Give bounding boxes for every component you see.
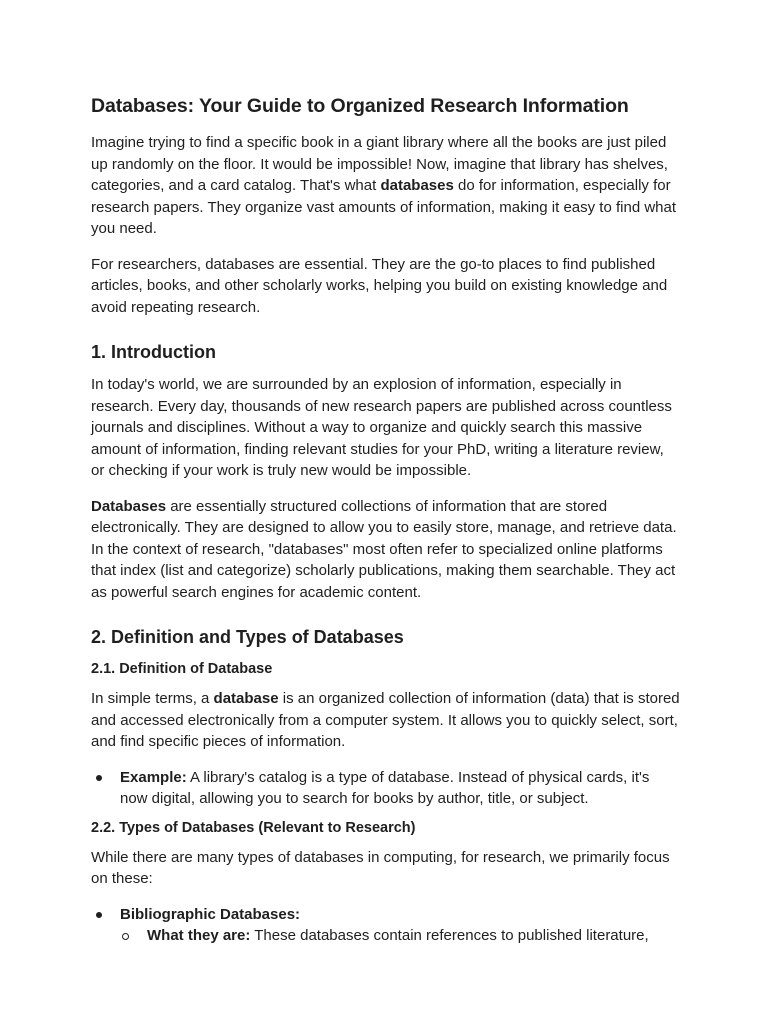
list-item-bibliographic <box>91 904 681 926</box>
section-1-paragraph-2 <box>91 496 681 604</box>
section-1-paragraph-2-text: are essentially structured collections of information that are stored electronically. They are designed to allow you to easily store, manage, and retrieve data. In the context of research, "databases" most often refer to specialized online platforms that index (list and categorize) scholarly publications, making them searchable. They act as powerful search engines for academic content. <box>91 497 677 601</box>
definition-bold-database: database <box>213 690 279 707</box>
example-list <box>91 767 681 810</box>
example-label: Example: <box>120 768 187 786</box>
document-title: Databases: Your Guide to Organized Research Information <box>91 95 629 117</box>
intro-text-b: do for information, especially for research papers. They organize vast amounts of information, making it easy to find what you need. <box>91 177 677 237</box>
intro-text-a: Imagine trying to find a specific book in a giant library where all the books are just piled up randomly on the floor. It would be impossible! Now, imagine that library has shelves, categories, and a card catalog. That's what <box>91 134 668 194</box>
intro-paragraph-1 <box>91 132 681 240</box>
definition-text-a: In simple terms, a <box>91 690 214 707</box>
types-list <box>91 904 681 947</box>
section-1-bold-databases: Databases <box>91 497 167 515</box>
example-text: A library's catalog is a type of database. Instead of physical cards, it's now digital, allowing you to search for books by author, title, or subject. <box>120 768 650 807</box>
section-1-paragraph-1: In today's world, we are surrounded by an explosion of information, especially in research. Every day, thousands of new research papers are published across countless journals and disciplines. Without a way to organize and quickly search this massive amount of information, finding relevant studies for your PhD, writing a literature review, or checking if your work is truly new would be impossible. <box>91 376 672 479</box>
bibliographic-label: Bibliographic Databases: <box>120 905 301 923</box>
list-item-what-they-are <box>118 925 681 947</box>
types-paragraph: While there are many types of databases in computing, for research, we primarily focus on these: <box>91 848 670 887</box>
definition-text-b: is an organized collection of information (data) that is stored and accessed electronically from a computer system. It allows you to quickly select, sort, and find specific pieces of information. <box>91 690 680 750</box>
what-they-are-label: What they are: <box>147 927 251 944</box>
document-page <box>91 94 681 955</box>
intro-paragraph-2: For researchers, databases are essential. They are the go-to places to find published articles, books, and other scholarly works, helping you build on existing knowledge and avoid repeating research. <box>91 255 668 316</box>
what-they-are-text: These databases contain references to published literature, <box>250 927 649 944</box>
subsection-2-2-heading: 2.2. Types of Databases (Relevant to Research) <box>91 819 416 836</box>
definition-paragraph <box>91 688 681 753</box>
section-1-heading: 1. Introduction <box>91 342 216 362</box>
list-item-example <box>91 767 681 810</box>
subsection-2-1-heading: 2.1. Definition of Database <box>91 661 273 677</box>
section-2-heading: 2. Definition and Types of Databases <box>91 627 404 647</box>
intro-bold-databases: databases <box>380 177 454 194</box>
